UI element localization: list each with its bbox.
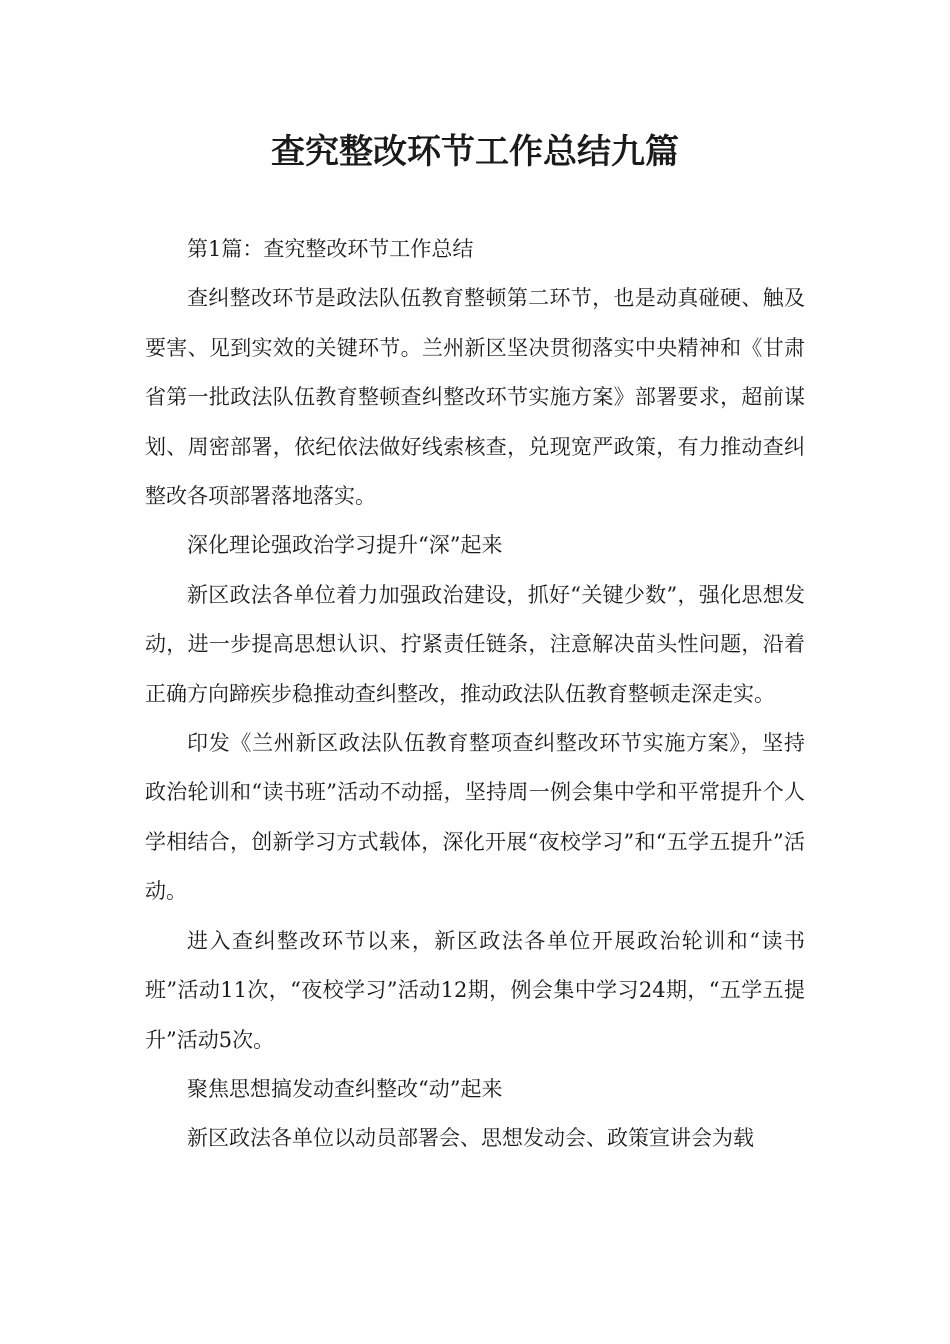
subsection-heading: 深化理论强政治学习提升“深”起来 [187,533,503,558]
document-title: 查究整改环节工作总结九篇 [271,132,679,172]
subsection-heading: 聚焦思想搞发动查纠整改“动”起来 [187,1076,503,1101]
paragraph: 进入查纠整改环节以来，新区政法各单位开展政治轮训和“读书班”活动11次，“夜校学习”活动12期，例会集中学习24期，“五学五提升”活动5次。 [145,928,805,1052]
paragraph: 新区政法各单位着力加强政治建设，抓好“关键少数”，强化思想发动，进一步提高思想认识、拧紧责任链条，注意解决苗头性问题，沿着正确方向蹄疾步稳推动查纠整改，推动政法队伍教育整顿走深走实。 [145,582,805,706]
paragraph: 新区政法各单位以动员部署会、思想发动会、政策宣讲会为载 [187,1126,754,1151]
section-heading: 第1篇：查究整改环节工作总结 [187,237,474,261]
document-body [145,225,805,1164]
paragraph: 印发《兰州新区政法队伍教育整项查纠整改环节实施方案》，坚持政治轮训和“读书班”活动不动摇，坚持周一例会集中学和平常提升个人学相结合，创新学习方式载体，深化开展“夜校学习”和“五学五提升”活动。 [145,731,805,904]
paragraph: 查纠整改环节是政法队伍教育整顿第二环节，也是动真碰硬、触及要害、见到实效的关键环节。兰州新区坚决贯彻落实中央精神和《甘肃省第一批政法队伍教育整顿查纠整改环节实施方案》部署要求，超前谋划、周密部署，依纪依法做好线索核查，兑现宽严政策，有力推动查纠整改各项部署落地落实。 [145,286,805,509]
